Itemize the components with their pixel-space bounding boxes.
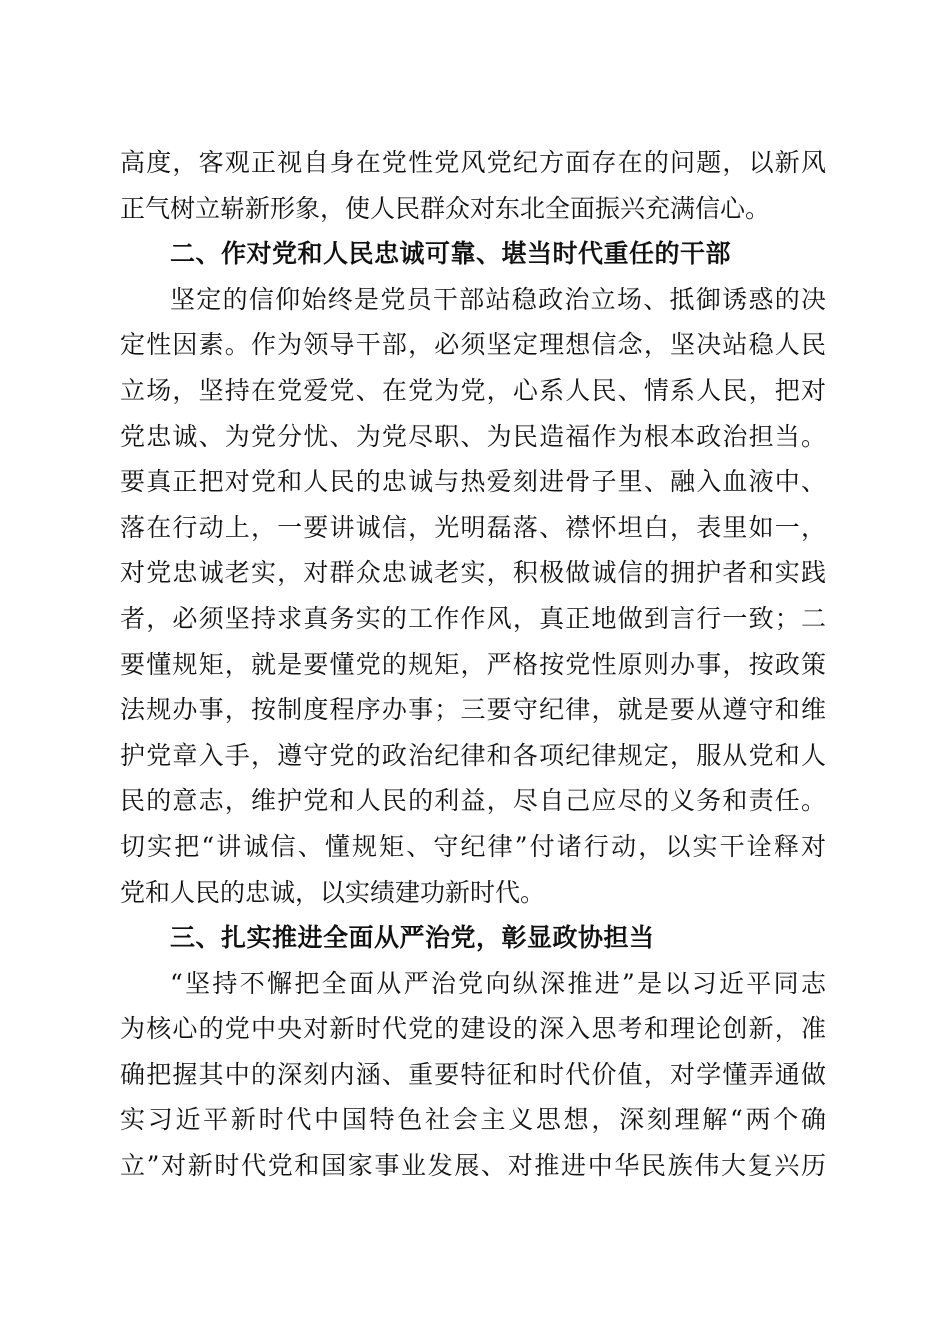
paragraph-line: 确把握其中的深刻内涵、重要特征和时代价值，对学懂弄通做	[120, 1059, 826, 1089]
paragraph-line: 落在行动上，一要讲诚信，光明磊落、襟怀坦白，表里如一，	[120, 512, 826, 542]
paragraph-line: 定性因素。作为领导干部，必须坚定理想信念，坚决站稳人民	[120, 330, 826, 360]
paragraph-line: 高度，客观正视自身在党性党风党纪方面存在的问题，以新风	[120, 148, 826, 177]
paragraph-line: 党和人民的忠诚，以实绩建功新时代。	[120, 877, 546, 907]
paragraph-line: 对党忠诚老实，对群众忠诚老实，积极做诚信的拥护者和实践	[120, 558, 826, 588]
paragraph-line: 实习近平新时代中国特色社会主义思想，深刻理解“两个确	[120, 1105, 826, 1135]
paragraph-line: 切实把“讲诚信、懂规矩、守纪律”付诸行动，以实干诠释对	[120, 831, 826, 861]
paragraph-line: 要真正把对党和人民的忠诚与热爱刻进骨子里、融入血液中、	[120, 467, 826, 497]
paragraph-line: 护党章入手，遵守党的政治纪律和各项纪律规定，服从党和人	[120, 740, 826, 770]
paragraph-line: 法规办事，按制度程序办事；三要守纪律，就是要从遵守和维	[120, 695, 826, 725]
paragraph-line: 立”对新时代党和国家事业发展、对推进中华民族伟大复兴历	[120, 1151, 826, 1181]
paragraph-line: “坚持不懈把全面从严治党向纵深推进”是以习近平同志	[170, 968, 826, 998]
paragraph-line: 者，必须坚持求真务实的工作作风，真正地做到言行一致；二	[120, 603, 826, 633]
section-heading-3: 三、扎实推进全面从严治党，彰显政协担当	[170, 923, 655, 953]
section-heading-2: 二、作对党和人民忠诚可靠、堪当时代重任的干部	[170, 239, 732, 269]
document-body	[120, 140, 826, 1189]
paragraph-line: 坚定的信仰始终是党员干部站稳政治立场、抵御诱惑的决	[170, 284, 826, 314]
paragraph-line: 民的意志，维护党和人民的利益，尽自己应尽的义务和责任。	[120, 786, 826, 816]
paragraph-line: 党忠诚、为党分忧、为党尽职、为民造福作为根本政治担当。	[120, 421, 826, 451]
paragraph-line: 要懂规矩，就是要懂党的规矩，严格按党性原则办事，按政策	[120, 649, 826, 679]
paragraph-line: 为核心的党中央对新时代党的建设的深入思考和理论创新，准	[120, 1014, 826, 1044]
paragraph-line: 立场，坚持在党爱党、在党为党，心系人民、情系人民，把对	[120, 375, 826, 405]
paragraph-line: 正气树立崭新形象，使人民群众对东北全面振兴充满信心。	[120, 193, 771, 223]
